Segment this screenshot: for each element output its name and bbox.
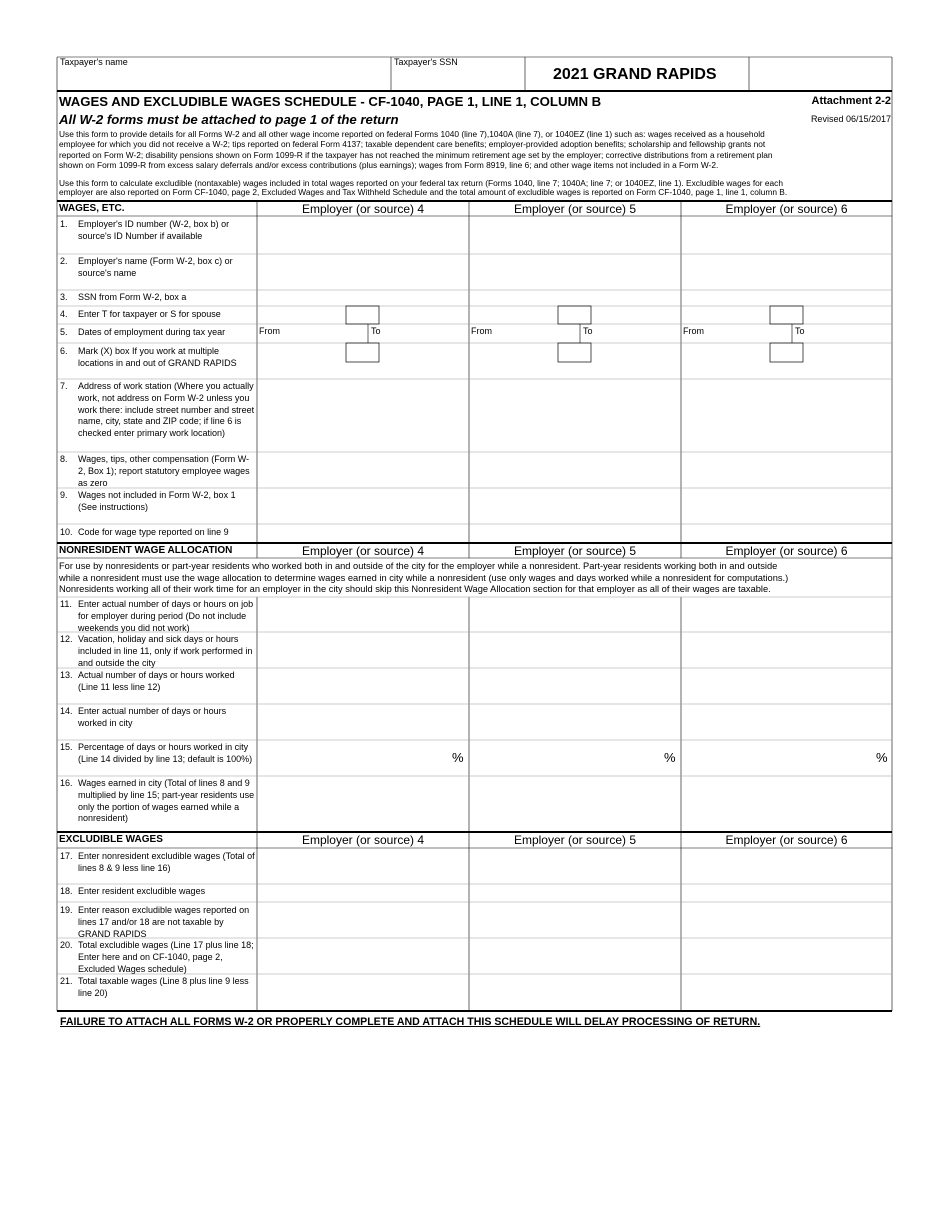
employer-5-line-12-field[interactable] bbox=[472, 634, 678, 666]
employer-6-line-14-field[interactable] bbox=[684, 706, 889, 738]
line-number: 18. bbox=[60, 886, 73, 896]
line-text: SSN from Form W-2, box a bbox=[78, 292, 187, 302]
line-7-label bbox=[60, 381, 256, 440]
line-number: 16. bbox=[60, 778, 73, 788]
employer-4-line-21-field[interactable] bbox=[260, 976, 466, 1009]
employer-5-line-14-field[interactable] bbox=[472, 706, 678, 738]
instruction-line: while a nonresident must use the wage allocation to determine wages earned in city while a nonresident (use only wages and days worked while a nonresident for computations.) bbox=[59, 572, 789, 583]
employer-5-line-21-field[interactable] bbox=[472, 976, 678, 1009]
line-number: 1. bbox=[60, 219, 68, 229]
line-number: 2. bbox=[60, 256, 68, 266]
footer-warning: FAILURE TO ATTACH ALL FORMS W-2 OR PROPERLY COMPLETE AND ATTACH THIS SCHEDULE WILL DELAY PROCESSING OF RETURN. bbox=[60, 1016, 761, 1028]
employer-5-line-7-field[interactable] bbox=[472, 381, 678, 450]
line-text: Enter reason excludible wages reported on lines 17 and/or 18 are not taxable by GRAND RAPIDS bbox=[78, 905, 250, 939]
employer-6-line-20-field[interactable] bbox=[684, 940, 889, 972]
line-number: 3. bbox=[60, 292, 68, 302]
city-year-title: 2021 GRAND RAPIDS bbox=[553, 66, 717, 83]
employer-6-to-date-field[interactable] bbox=[809, 326, 889, 341]
line-number: 21. bbox=[60, 976, 73, 986]
column-header-employer-5: Employer (or source) 5 bbox=[513, 202, 637, 216]
line-text: Vacation, holiday and sick days or hours included in line 11, only if work performed in and outside the city bbox=[78, 634, 253, 668]
revised-date: Revised 06/15/2017 bbox=[810, 114, 891, 124]
line-11-label bbox=[60, 599, 256, 634]
line-2-label bbox=[60, 256, 256, 280]
line-18-label bbox=[60, 886, 256, 898]
employer-4-line-1-field[interactable] bbox=[260, 218, 466, 252]
instructions-paragraph-2 bbox=[59, 179, 787, 198]
line-8-label bbox=[60, 454, 256, 489]
employer-5-line-8-field[interactable] bbox=[472, 454, 678, 486]
employer-4-line-19-field[interactable] bbox=[260, 904, 466, 936]
employer-5-percent-sign: % bbox=[664, 750, 676, 765]
employer-6-line-4-taxpayer-spouse-box[interactable] bbox=[772, 308, 801, 322]
employer-4-to-label: To bbox=[371, 326, 381, 336]
employer-6-line-21-field[interactable] bbox=[684, 976, 889, 1009]
column-header-employer-4: Employer (or source) 4 bbox=[301, 544, 425, 558]
column-header-employer-6: Employer (or source) 6 bbox=[725, 544, 848, 558]
column-header-employer-6: Employer (or source) 6 bbox=[725, 833, 848, 847]
line-5-label bbox=[60, 327, 256, 339]
employer-6-line-7-field[interactable] bbox=[684, 381, 889, 450]
employer-4-line-12-field[interactable] bbox=[260, 634, 466, 666]
line-13-label bbox=[60, 670, 256, 694]
instruction-line: employer are also reported on Form CF-1040, page 2, Excluded Wages and Tax Withheld Schedule and the total amount of excludible wages is reported on Form CF-1040, page 1, line 1, column B. bbox=[59, 187, 788, 198]
employer-5-line-17-field[interactable] bbox=[472, 850, 678, 882]
line-21-label bbox=[60, 976, 256, 1000]
line-number: 9. bbox=[60, 490, 68, 500]
employer-4-from-date-field[interactable] bbox=[284, 326, 366, 341]
line-17-label bbox=[60, 851, 256, 875]
employer-6-line-17-field[interactable] bbox=[684, 850, 889, 882]
employer-4-line-15-field[interactable] bbox=[260, 742, 445, 774]
taxpayer-name-label: Taxpayer's name bbox=[60, 57, 128, 67]
instruction-line: Use this form to provide details for all Forms W-2 and all other wage income reported on federal Forms 1040 (line 7),1040A (line 7), or 1040EZ (line 1) such as: wages received as a household bbox=[59, 129, 765, 139]
instruction-line: For use by nonresidents or part-year residents who worked both in and outside of the city for the employer while a nonresident. Part-year residents working both in and outside bbox=[59, 561, 778, 571]
employer-5-line-1-field[interactable] bbox=[472, 218, 678, 252]
employer-5-line-18-field[interactable] bbox=[472, 886, 678, 900]
instruction-line: shown on Form 1099-R from excess salary deferrals and/or excess contributions (plus earnings); wages from Form 8919, line 6; and other wage items not included in a Form W-2. bbox=[59, 160, 719, 171]
line-number: 8. bbox=[60, 454, 68, 464]
section-nonresident-heading: NONRESIDENT WAGE ALLOCATION bbox=[59, 545, 233, 556]
line-number: 5. bbox=[60, 327, 68, 337]
nonresident-instructions bbox=[59, 561, 788, 596]
line-number: 12. bbox=[60, 634, 73, 644]
employer-5-line-3-field[interactable] bbox=[472, 292, 678, 304]
employer-4-line-10-field[interactable] bbox=[260, 526, 466, 541]
employer-5-line-16-field[interactable] bbox=[472, 778, 678, 830]
line-1-label bbox=[60, 219, 256, 243]
employer-4-line-17-field[interactable] bbox=[260, 850, 466, 882]
employer-6-line-11-field[interactable] bbox=[684, 599, 889, 630]
instruction-line: Use this form to calculate excludible (nontaxable) wages included in total wages reported on your federal tax return (Forms 1040, line 7; 1040A; line 7; or 1040EZ, line 1). Excludible wages for each bbox=[59, 178, 783, 188]
line-number: 19. bbox=[60, 905, 73, 915]
section-excludible-heading: EXCLUDIBLE WAGES bbox=[59, 834, 163, 845]
line-16-label bbox=[60, 778, 256, 825]
line-number: 7. bbox=[60, 381, 68, 391]
line-text: Enter T for taxpayer or S for spouse bbox=[78, 309, 221, 319]
line-text: Code for wage type reported on line 9 bbox=[78, 527, 229, 537]
employer-5-to-date-field[interactable] bbox=[597, 326, 679, 341]
employer-6-from-date-field[interactable] bbox=[708, 326, 790, 341]
line-text: Employer's name (Form W-2, box c) or source's name bbox=[78, 256, 233, 278]
instructions-paragraph-1 bbox=[59, 129, 773, 171]
employer-5-from-label: From bbox=[471, 326, 492, 336]
employer-6-line-2-field[interactable] bbox=[684, 256, 889, 288]
employer-6-line-3-field[interactable] bbox=[684, 292, 889, 304]
taxpayer-name-field[interactable] bbox=[60, 70, 385, 88]
employer-5-line-15-field[interactable] bbox=[472, 742, 657, 774]
employer-6-line-9-field[interactable] bbox=[684, 490, 889, 522]
line-number: 17. bbox=[60, 851, 73, 861]
line-text: Total taxable wages (Line 8 plus line 9 less line 20) bbox=[78, 976, 249, 998]
employer-4-line-2-field[interactable] bbox=[260, 256, 466, 288]
employer-4-line-9-field[interactable] bbox=[260, 490, 466, 522]
line-text: Wages earned in city (Total of lines 8 and 9 multiplied by line 15; part-year residents use only the portion of wages earned while a nonresident) bbox=[78, 778, 255, 824]
line-number: 14. bbox=[60, 706, 73, 716]
employer-5-line-19-field[interactable] bbox=[472, 904, 678, 936]
employer-5-line-13-field[interactable] bbox=[472, 670, 678, 702]
attachment-number: Attachment 2-2 bbox=[811, 95, 891, 107]
line-number: 11. bbox=[60, 599, 72, 609]
line-text: Wages not included in Form W-2, box 1 (See instructions) bbox=[78, 490, 236, 512]
employer-6-line-18-field[interactable] bbox=[684, 886, 889, 900]
instruction-line: reported on Form W-2; disability pensions shown on Form 1099-R if the taxpayer has not reached the minimum retirement age set by the employer; corrective distributions from a retirement plan bbox=[59, 149, 773, 160]
column-header-employer-4: Employer (or source) 4 bbox=[301, 202, 425, 216]
line-number: 15. bbox=[60, 742, 73, 752]
line-14-label bbox=[60, 706, 256, 730]
line-6-label bbox=[60, 346, 256, 370]
line-text: Address of work station (Where you actually work, not address on Form W-2 unless you work there: include street number and street name, city, state and ZIP code; if line 6 is checked enter primary work location) bbox=[78, 381, 255, 439]
line-text: Total excludible wages (Line 17 plus line 18; Enter here and on CF-1040, page 2, Excluded Wages schedule) bbox=[78, 940, 254, 974]
employer-4-line-3-field[interactable] bbox=[260, 292, 466, 304]
line-20-label bbox=[60, 940, 256, 975]
instruction-line: Nonresidents working all of their work time for an employer in the city should skip this Nonresident Wage Allocation section for that employer as all of their wages are taxable. bbox=[59, 584, 771, 595]
employer-5-line-9-field[interactable] bbox=[472, 490, 678, 522]
employer-4-line-13-field[interactable] bbox=[260, 670, 466, 702]
taxpayer-ssn-field[interactable] bbox=[394, 70, 520, 88]
taxpayer-ssn-label: Taxpayer's SSN bbox=[394, 57, 458, 67]
line-text: Enter nonresident excludible wages (Total of lines 8 & 9 less line 16) bbox=[78, 851, 255, 873]
employer-4-percent-sign: % bbox=[452, 750, 464, 765]
line-text: Enter actual number of days or hours worked in city bbox=[78, 706, 227, 728]
line-9-label bbox=[60, 490, 256, 514]
schedule-title: WAGES AND EXCLUDIBLE WAGES SCHEDULE - CF-1040, PAGE 1, LINE 1, COLUMN B bbox=[59, 94, 602, 109]
employer-4-line-11-field[interactable] bbox=[260, 599, 466, 630]
section-wages-heading: WAGES, ETC. bbox=[59, 203, 125, 214]
line-19-label bbox=[60, 905, 256, 940]
w2-attach-note: All W-2 forms must be attached to page 1 of the return bbox=[59, 112, 399, 127]
column-header-employer-5: Employer (or source) 5 bbox=[513, 833, 637, 847]
line-4-label bbox=[60, 309, 256, 321]
instruction-line: employee for which you did not receive a W-2; tips reported on federal Form 4137; taxable dependent care benefits; employer-provided adoption benefits; scholarship and fellowship grants not bbox=[59, 139, 766, 150]
line-text: Dates of employment during tax year bbox=[78, 327, 226, 337]
column-header-employer-4: Employer (or source) 4 bbox=[301, 833, 425, 847]
employer-6-line-12-field[interactable] bbox=[684, 634, 889, 666]
employer-6-line-13-field[interactable] bbox=[684, 670, 889, 702]
employer-5-line-10-field[interactable] bbox=[472, 526, 678, 541]
employer-5-line-2-field[interactable] bbox=[472, 256, 678, 288]
employer-6-from-label: From bbox=[683, 326, 704, 336]
line-number: 10. bbox=[60, 527, 73, 537]
employer-4-to-date-field[interactable] bbox=[385, 326, 467, 341]
line-text: Employer's ID number (W-2, box b) or source's ID Number if available bbox=[78, 219, 230, 241]
employer-4-line-4-taxpayer-spouse-box[interactable] bbox=[348, 308, 377, 322]
column-header-employer-5: Employer (or source) 5 bbox=[513, 544, 637, 558]
employer-5-line-4-taxpayer-spouse-box[interactable] bbox=[560, 308, 589, 322]
employer-6-to-label: To bbox=[795, 326, 805, 336]
employer-4-from-label: From bbox=[259, 326, 280, 336]
line-number: 6. bbox=[60, 346, 68, 356]
employer-4-line-20-field[interactable] bbox=[260, 940, 466, 972]
line-number: 13. bbox=[60, 670, 73, 680]
column-header-employer-6: Employer (or source) 6 bbox=[725, 202, 848, 216]
employer-4-line-7-field[interactable] bbox=[260, 381, 466, 450]
employer-6-line-1-field[interactable] bbox=[684, 218, 889, 252]
employer-6-line-8-field[interactable] bbox=[684, 454, 889, 486]
line-number: 4. bbox=[60, 309, 68, 319]
employer-5-line-20-field[interactable] bbox=[472, 940, 678, 972]
employer-4-line-14-field[interactable] bbox=[260, 706, 466, 738]
line-number: 20. bbox=[60, 940, 73, 950]
line-text: Percentage of days or hours worked in city (Line 14 divided by line 13; default is 100%) bbox=[78, 742, 253, 764]
line-text: Actual number of days or hours worked (Line 11 less line 12) bbox=[78, 670, 235, 692]
line-text: Enter actual number of days or hours on job for employer during period (Do not include weekends you did not work) bbox=[78, 599, 254, 633]
employer-6-line-16-field[interactable] bbox=[684, 778, 889, 830]
employer-6-line-15-field[interactable] bbox=[684, 742, 869, 774]
line-12-label bbox=[60, 634, 256, 669]
employer-5-from-date-field[interactable] bbox=[496, 326, 578, 341]
employer-6-line-10-field[interactable] bbox=[684, 526, 889, 541]
employer-6-line-19-field[interactable] bbox=[684, 904, 889, 936]
line-15-label bbox=[60, 742, 256, 766]
employer-5-to-label: To bbox=[583, 326, 593, 336]
line-3-label bbox=[60, 292, 256, 304]
employer-4-line-8-field[interactable] bbox=[260, 454, 466, 486]
employer-6-percent-sign: % bbox=[876, 750, 888, 765]
line-10-label bbox=[60, 527, 256, 539]
line-text: Enter resident excludible wages bbox=[78, 886, 206, 896]
line-text: Wages, tips, other compensation (Form W-2, Box 1); report statutory employee wages as zero bbox=[78, 454, 250, 488]
line-text: Mark (X) box If you work at multiple locations in and out of GRAND RAPIDS bbox=[78, 346, 237, 368]
employer-5-line-11-field[interactable] bbox=[472, 599, 678, 630]
employer-4-line-16-field[interactable] bbox=[260, 778, 466, 830]
employer-4-line-18-field[interactable] bbox=[260, 886, 466, 900]
